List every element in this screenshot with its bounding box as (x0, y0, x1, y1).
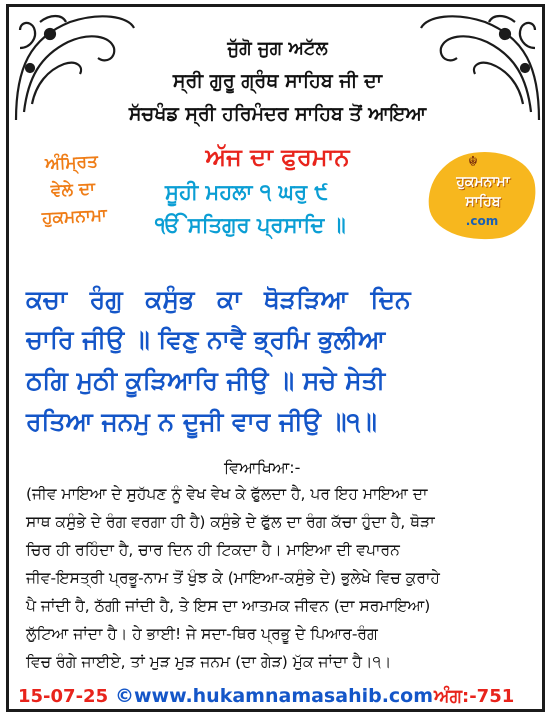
raag-heading: ਸੂਹੀ ਮਹਲਾ ੧ ਘਰੁ ੯ (165, 180, 329, 204)
khanda-icon: ☬ (468, 154, 478, 170)
hukamnama-sahib-logo (422, 148, 540, 246)
explanation-line: ਸਾਥ ਕਸੁੰਭੇ ਦੇ ਰੰਗ ਵਰਗਾ ਹੀ ਹੈ) ਕਸੁੰਭੇ ਦੇ ਫੁੱਲ ਦਾ ਰੰਗ ਕੱਚਾ ਹੁੰਦਾ ਹੈ, ਥੋੜਾ (26, 513, 435, 531)
shabad-line: ਚਾਰਿ ਜੀਉ ॥ ਵਿਣੁ ਨਾਵੈ ਭ੍ਰਮਿ ਭੁਲੀਆ (26, 325, 386, 354)
amrit-vele-label (10, 147, 136, 234)
header-line-2: ਸ੍ਰੀ ਗੁਰੂ ਗ੍ਰੰਥ ਸਾਹਿਬ ਜੀ ਦਾ (172, 70, 383, 92)
explanation-line: ਵਿਚ ਰੰਗੇ ਜਾਈਏ, ਤਾਂ ਮੁੜ ਮੁੜ ਜਨਮ (ਦਾ ਗੇੜ) ਮੁੱਕ ਜਾਂਦਾ ਹੈ।੧। (26, 653, 392, 671)
amrit-vele-line: ਅੰਮ੍ਰਿਤ (44, 151, 99, 175)
shabad-line: ਰਤਿਆ ਜਨਮੁ ਨ ਦੂਜੀ ਵਾਰ ਜੀਉ ॥੧॥ (26, 407, 377, 436)
shabad-line: ਕਚਾ ਰੰਗੁ ਕਸੁੰਭ ਕਾ ਥੋੜੜਿਆ ਦਿਨ (26, 285, 411, 314)
logo-domain: .com (465, 214, 499, 228)
footer-ang-number: ਅੰਗ:-751 (434, 686, 515, 707)
header-line-3: ਸੱਚਖੰਡ ਸ੍ਰੀ ਹਰਿਮੰਦਰ ਸਾਹਿਬ ਤੋਂ ਆਇਆ (128, 103, 427, 125)
explanation-line: ਚਿਰ ਹੀ ਰਹਿੰਦਾ ਹੈ, ਚਾਰ ਦਿਨ ਹੀ ਟਿਕਦਾ ਹੈ। ਮਾਇਆ ਦੀ ਵਪਾਰਨ (26, 541, 400, 559)
explanation-line: ਲੁੱਟਿਆ ਜਾਂਦਾ ਹੈ। ਹੇ ਭਾਈ! ਜੇ ਸਦਾ-ਥਿਰ ਪ੍ਰਭੂ ਦੇ ਪਿਆਰ-ਰੰਗ (26, 625, 378, 643)
explanation-line: ਜੀਵ-ਇਸਤ੍ਰੀ ਪ੍ਰਭੂ-ਨਾਮ ਤੋਂ ਖੁੰਝ ਕੇ (ਮਾਇਆ-ਕਸੁੰਭੇ ਦੇ) ਭੁਲੇਖੇ ਵਿਚ ਕੁਰਾਹੇ (26, 569, 440, 587)
shabad-line: ਠਗਿ ਮੁਠੀ ਕੂੜਿਆਰਿ ਜੀਉ ॥ ਸਚੇ ਸੇਤੀ (26, 366, 386, 395)
logo-text-line-1: ਹੁਕਮਨਾਮਾ (456, 174, 510, 190)
mool-mantar-line: ੴ ਸਤਿਗੁਰ ਪ੍ਰਸਾਦਿ ॥ (155, 213, 346, 237)
footer-website-link[interactable]: ©www.hukamnamasahib.com (115, 685, 434, 707)
logo-text-line-2: ਸਾਹਿਬ (465, 194, 501, 210)
page-title: ਅੱਜ ਦਾ ਫੁਰਮਾਨ (205, 143, 350, 171)
explanation-heading: ਵਿਆਖਿਆ:- (224, 458, 301, 477)
explanation-line: ਪੈ ਜਾਂਦੀ ਹੈ, ਠੱਗੀ ਜਾਂਦੀ ਹੈ, ਤੇ ਇਸ ਦਾ ਆਤਮਕ ਜੀਵਨ (ਦਾ ਸਰਮਾਇਆ) (26, 597, 431, 615)
explanation-line: (ਜੀਵ ਮਾਇਆ ਦੇ ਸੁਹੱਪਣ ਨੂੰ ਵੇਖ ਵੇਖ ਕੇ ਫੁੱਲਦਾ ਹੈ, ਪਰ ਇਹ ਮਾਇਆ ਦਾ (26, 485, 428, 503)
footer-date: 15-07-25 (18, 686, 109, 707)
header-line-1: ਜੁੱਗੋ ਜੁਗ ਅਟੱਲ (227, 38, 328, 59)
amrit-vele-line: ਵੇਲੇ ਦਾ (50, 178, 96, 202)
amrit-vele-line: ਹੁਕਮਨਾਮਾ (41, 205, 108, 229)
